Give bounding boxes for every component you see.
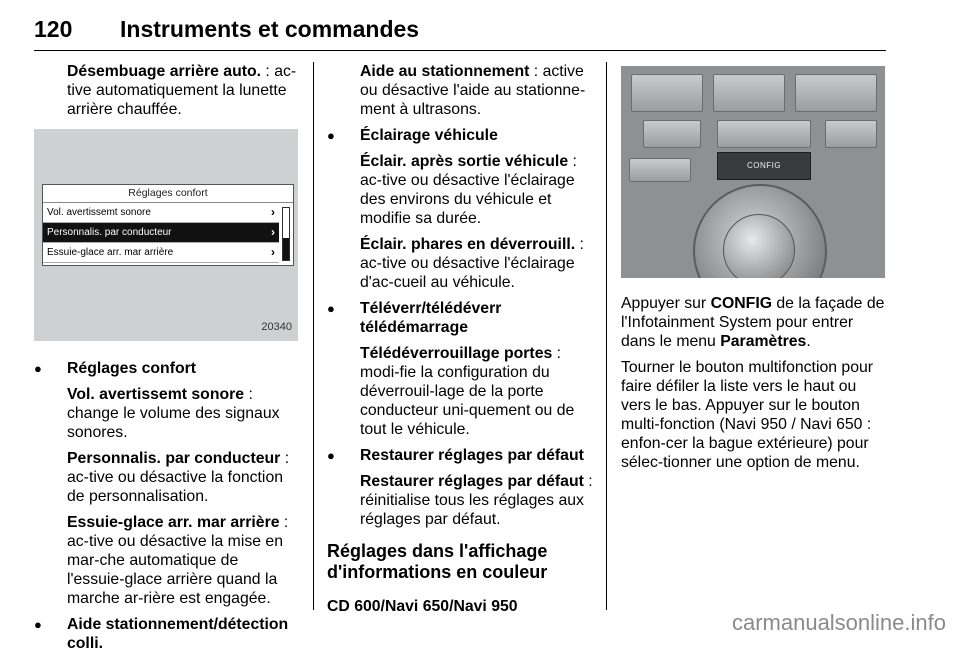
setting-description <box>34 385 300 442</box>
page-title: Instruments et commandes <box>120 16 420 42</box>
text: de la façade de l'Infotainment System pour entrer dans le menu <box>621 295 885 350</box>
bullet-item: ● Réglages confort <box>34 359 300 378</box>
column-divider <box>313 62 314 610</box>
chevron-right-icon: › <box>271 205 275 219</box>
multifunction-knob <box>723 214 795 278</box>
desc: : ac-tive ou désactive la mise en mar-che automatique de l'essuie-glace arrière quand la marche ar-rière est engagée. <box>67 514 289 607</box>
scrollbar <box>282 207 290 261</box>
instruction-paragraph: Tourner le bouton multifonction pour faire défiler la liste vers le haut ou vers le bas. Appuyer sur le bouton multi-fonction (Navi 950 / Navi 650 : enfon-cer la bague extérieure) pour sélec-tionner une option de menu. <box>621 359 874 471</box>
page-header <box>34 10 886 51</box>
bullet-item: ● Éclairage véhicule <box>327 126 593 145</box>
scrollbar-thumb <box>283 238 289 260</box>
section-heading: Réglages dans l'affichage d'informations en couleur <box>327 541 548 582</box>
intro-paragraph <box>34 62 300 119</box>
config-button: CONFIG <box>717 152 811 180</box>
panel-button <box>631 74 703 112</box>
desc: : ac-tive ou désactive la fonction de personnalisation. <box>67 450 290 505</box>
term: Vol. avertissemt sonore <box>67 386 245 403</box>
term: Éclair. phares en déverrouill. <box>360 236 576 253</box>
chevron-right-icon: › <box>271 245 275 259</box>
panel-button <box>717 120 811 148</box>
watermark: carmanualsonline.info <box>731 610 946 635</box>
setting-description <box>327 472 593 529</box>
term: CONFIG <box>710 295 772 312</box>
screen-menu-row <box>43 203 279 223</box>
setting-description <box>327 152 593 228</box>
panel-button <box>629 158 691 182</box>
bullet-item: ● Téléverr/télédéverr télédémarrage <box>327 299 593 337</box>
text: Appuyer sur <box>621 295 711 312</box>
term: Restaurer réglages par défaut <box>360 473 584 490</box>
bullet-item: ● Restaurer réglages par défaut <box>327 446 593 465</box>
desc: : ac-tive ou désactive l'éclairage d'ac-cueil au véhicule. <box>360 236 584 291</box>
column-3 <box>621 62 887 479</box>
term: Essuie-glace arr. mar arrière <box>67 514 280 531</box>
infotainment-panel-photo <box>621 66 885 278</box>
desc: : active ou désactive l'aide au stationne-ment à ultrasons. <box>360 63 586 118</box>
figure-number: 20340 <box>261 321 292 333</box>
term: Personnalis. par conducteur <box>67 450 281 467</box>
desc: : ac-tive ou désactive l'éclairage des environs du véhicule et modifie sa durée. <box>360 153 577 227</box>
display-screen <box>42 184 294 266</box>
desc: : ac-tive automatiquement la lunette arrière chauffée. <box>67 63 297 118</box>
panel-button <box>795 74 877 112</box>
term: Désembuage arrière auto. <box>67 63 262 80</box>
setting-description <box>34 449 300 506</box>
chevron-right-icon: › <box>271 225 275 239</box>
settings-screen-figure <box>34 129 298 341</box>
desc: : change le volume des signaux sonores. <box>67 386 280 441</box>
panel-button <box>825 120 877 148</box>
intro-paragraph <box>327 62 593 119</box>
section-subheading: CD 600/Navi 650/Navi 950 <box>327 598 518 615</box>
bullet-item: ● Aide stationnement/détection colli. <box>34 615 300 653</box>
page-number: 120 <box>34 16 73 42</box>
row-label: Personnalis. par conducteur <box>47 227 172 238</box>
instruction-paragraph <box>621 294 887 351</box>
panel-button <box>713 74 785 112</box>
screen-menu-row-selected <box>43 223 279 243</box>
term: Paramètres <box>720 333 807 350</box>
column-1 <box>34 62 300 660</box>
setting-description <box>327 344 593 439</box>
desc: : modi-fie la configuration du déverrouil-lage de la porte conducteur uni-quement ou de tout le véhicule. <box>360 345 575 438</box>
column-2 <box>327 62 593 623</box>
setting-description <box>34 513 300 608</box>
row-label: Vol. avertissemt sonore <box>47 207 151 218</box>
term: Télédéverrouillage portes <box>360 345 553 362</box>
screen-title: Réglages confort <box>43 185 293 203</box>
screen-menu-row <box>43 243 279 263</box>
text: . <box>806 333 811 350</box>
row-label: Essuie-glace arr. mar arrière <box>47 247 174 258</box>
term: Aide au stationnement <box>360 63 530 80</box>
desc: : réinitialise tous les réglages aux réglages par défaut. <box>360 473 593 528</box>
setting-description <box>327 235 593 292</box>
column-divider <box>606 62 607 610</box>
term: Éclair. après sortie véhicule <box>360 153 569 170</box>
panel-button <box>643 120 701 148</box>
